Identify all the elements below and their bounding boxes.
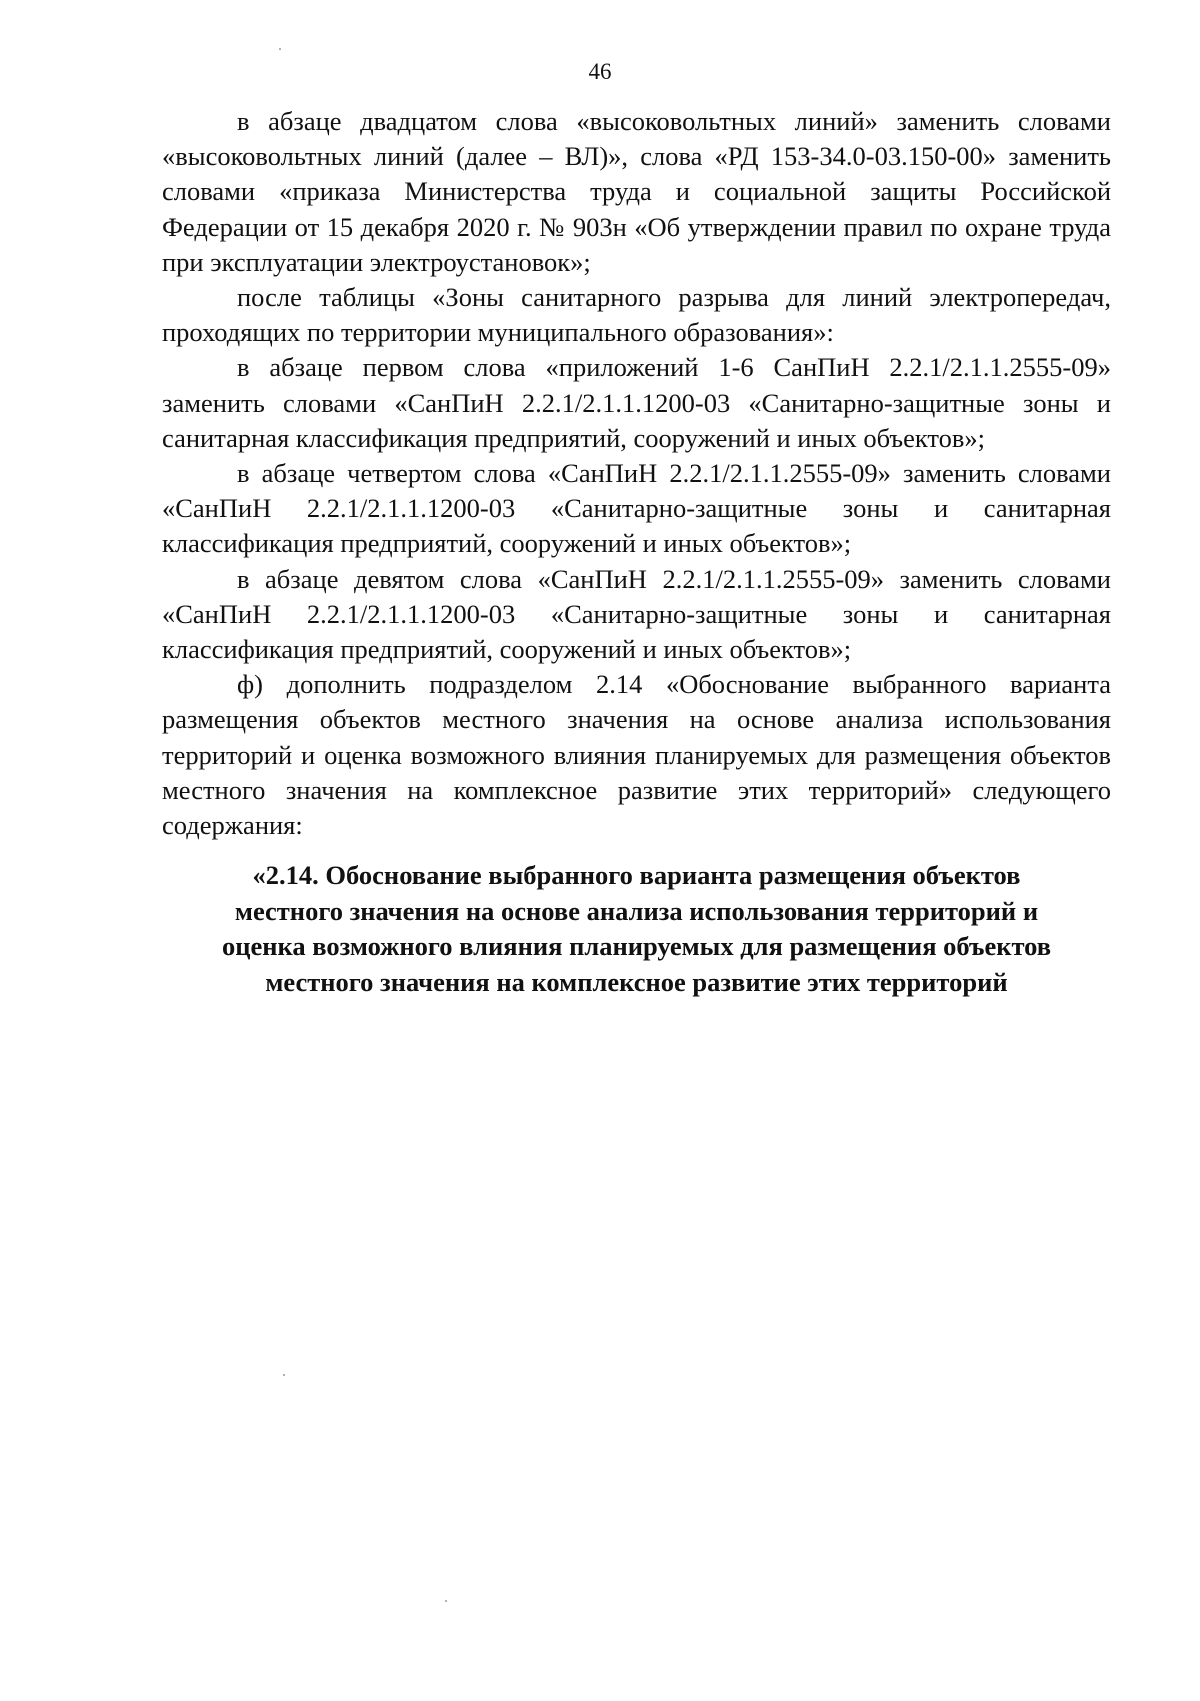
heading-line-4: местного значения на комплексное развитие этих территорий bbox=[265, 966, 1008, 997]
paragraph-5: в абзаце девятом слова «СанПиН 2.2.1/2.1.1.2555-09» заменить словами «СанПиН 2.2.1/2.1.1.1200-03 «Санитарно-защитные зоны и санитарная классификация предприятий, сооружений и иных объектов»; bbox=[162, 563, 1111, 665]
paragraph-3: в абзаце первом слова «приложений 1-6 СанПиН 2.2.1/2.1.1.2555-09» заменить словами «СанПиН 2.2.1/2.1.1.1200-03 «Санитарно-защитные зоны и санитарная классификация предприятий, сооружений и иных объектов»; bbox=[162, 352, 1111, 453]
scan-speck bbox=[279, 48, 281, 50]
scan-speck bbox=[445, 1600, 447, 1602]
heading-line-3: оценка возможного влияния планируемых для размещения объектов bbox=[221, 931, 1052, 961]
body-text bbox=[162, 104, 1111, 843]
section-heading bbox=[162, 858, 1111, 1000]
page-number: 46 bbox=[588, 59, 612, 84]
paragraph-2: после таблицы «Зоны санитарного разрыва для линий электропередач, проходящих по территории муниципального образования»: bbox=[162, 282, 1111, 348]
paragraph-6: ф) дополнить подразделом 2.14 «Обоснование выбранного варианта размещения объектов местного значения на основе анализа использования территорий и оценка возможного влияния планируемых для размещения объектов местного значения на комплексное развитие этих территорий» следующего содержания: bbox=[162, 669, 1111, 841]
heading-line-2: местного значения на основе анализа использования территорий и bbox=[234, 895, 1039, 926]
paragraph-1: в абзаце двадцатом слова «высоковольтных линий» заменить словами «высоковольтных линий (далее – ВЛ)», слова «РД 153-34.0-03.150-00» заменить словами «приказа Министерства труда и социальной защиты Российской Федерации от 15 декабря 2020 г. № 903н «Об утверждении правил по охране труда при эксплуатации электроустановок»; bbox=[162, 106, 1111, 277]
paragraph-4: в абзаце четвертом слова «СанПиН 2.2.1/2.1.1.2555-09» заменить словами «СанПиН 2.2.1/2.1.1.1200-03 «Санитарно-защитные зоны и санитарная классификация предприятий, сооружений и иных объектов»; bbox=[162, 458, 1111, 559]
scan-speck bbox=[283, 1374, 285, 1376]
heading-line-1: «2.14. Обоснование выбранного варианта размещения объектов bbox=[252, 860, 1021, 890]
